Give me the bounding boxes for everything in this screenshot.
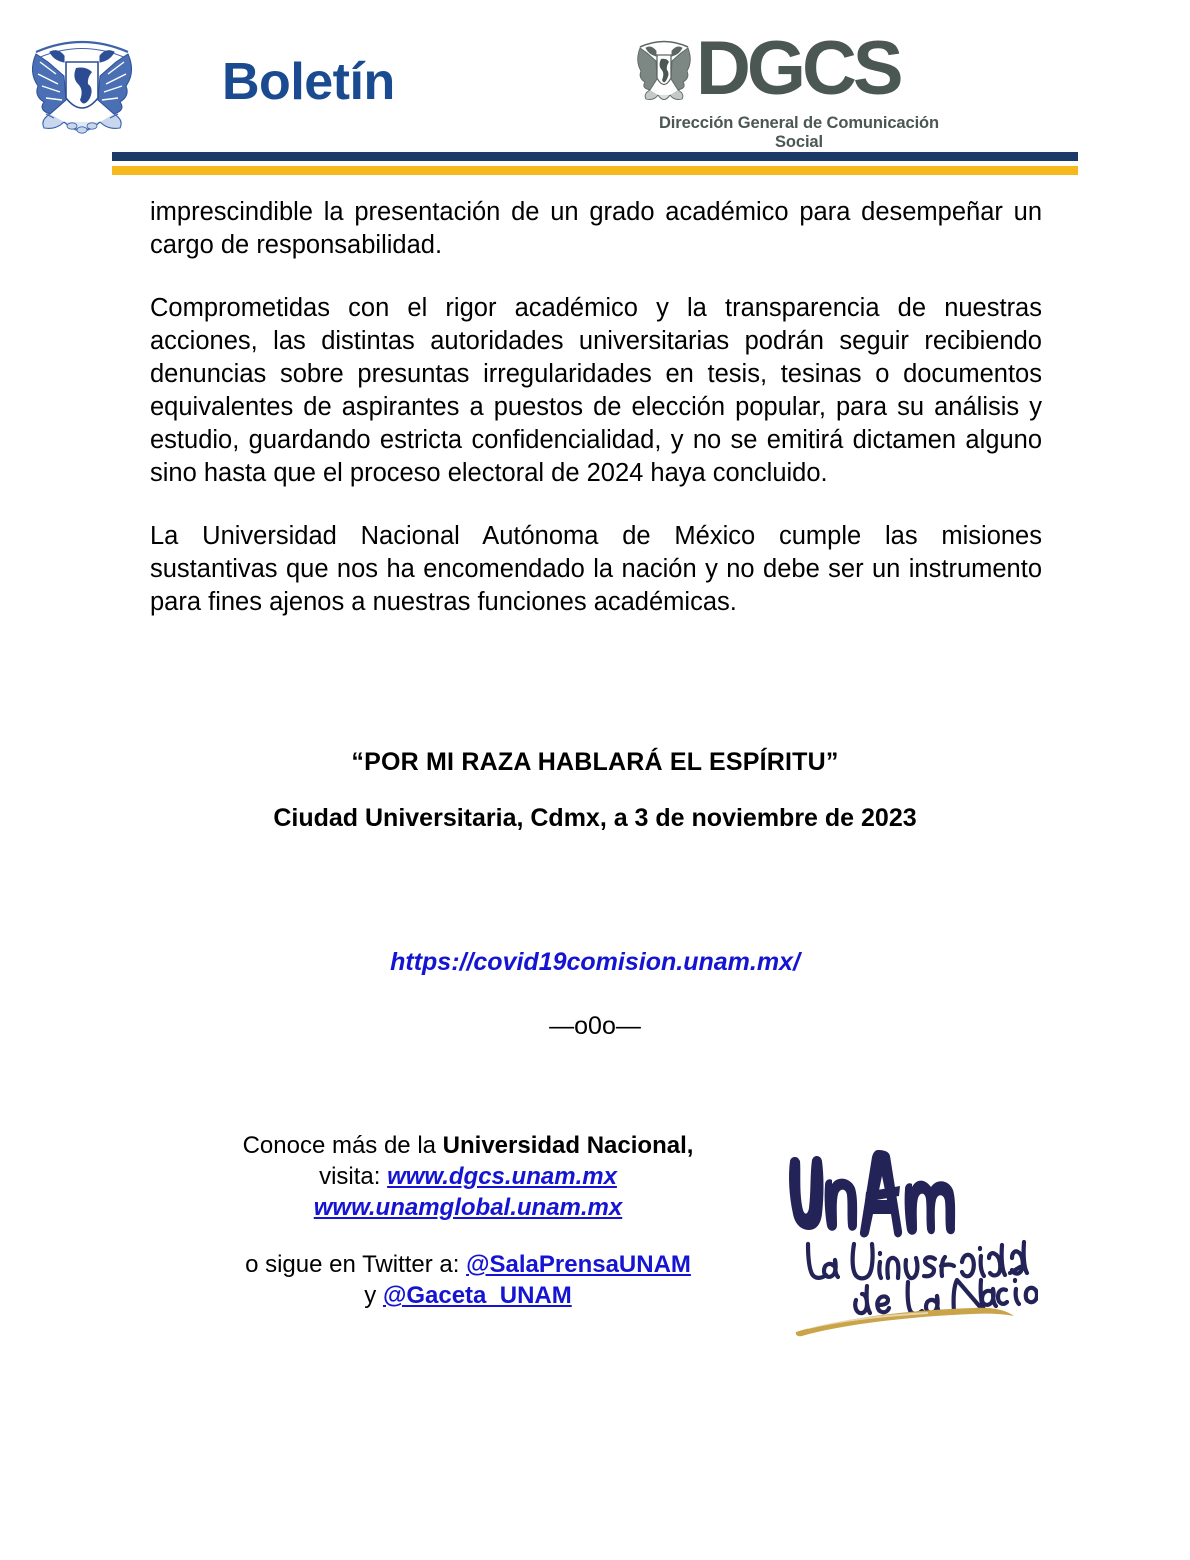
paragraph-2: Comprometidas con el rigor académico y la transparencia de nuestras acciones, las distintas autoridades universitarias podrán seguir recibiendo denuncias sobre presuntas irregularidades en tesis, tesinas o documentos equivalentes de aspirantes a puestos de elección popular, para su análisis y estudio, guardando estricta confidencialidad, y no se emitirá dictamen alguno sino hasta que el proceso electoral de 2024 haya concluido. [150,294,1042,487]
dgcs-subtitle: Dirección General de Comunicación Social [658,114,940,151]
header-rule-gold [112,166,1078,175]
footer-line-4 [168,1249,768,1280]
link-twitter-salaprensaunam[interactable]: @SalaPrensaUNAM [466,1251,691,1278]
link-dgcs-unam[interactable]: www.dgcs.unam.mx [387,1163,617,1190]
dgcs-letters: DGCS [696,26,900,111]
section-separator: —o0o— [549,1012,641,1040]
footer-line-1 [168,1130,768,1161]
closing-dateline: Ciudad Universitaria, Cdmx, a 3 de noviembre de 2023 [273,804,917,832]
footer-spacer [168,1223,768,1249]
link-unamglobal-unam[interactable]: www.unamglobal.unam.mx [313,1194,623,1221]
footer-line-5 [168,1280,768,1311]
document-body [150,196,1042,619]
closing-slogan: “POR MI RAZA HABLARÁ EL ESPÍRITU” [351,748,839,776]
paragraph-3: La Universidad Nacional Autónoma de México cumple las misiones sustantivas que nos ha encomendado la nación y no debe ser un instrumento para fines ajenos a nuestras funciones académicas. [150,522,1042,616]
footer-and-label: y [364,1282,383,1309]
footer-line-1-prefix: Conoce más de la [242,1132,443,1159]
dgcs-shield-icon [634,33,694,105]
covid-commission-link[interactable]: https://covid19comision.unam.mx/ [390,948,800,976]
link-twitter-gaceta-unam[interactable]: @Gaceta_UNAM [382,1282,572,1309]
footer-contact-block [168,1130,768,1311]
paragraph-1: imprescindible la presentación de un grado académico para desempeñar un cargo de responsabilidad. [150,198,1042,259]
footer-line-1-bold: Universidad Nacional, [442,1132,694,1159]
footer-visit-label: visita: [319,1163,388,1190]
unam-shield-icon [24,26,140,144]
header-rule-blue [112,152,1078,161]
dgcs-logo [634,26,964,151]
footer-line-2 [168,1161,768,1192]
footer-line-3 [168,1192,768,1223]
unam-nacion-logo [778,1140,1038,1340]
document-footer [0,1130,1190,1350]
bulletin-title: Boletín [222,53,395,111]
footer-twitter-label: o sigue en Twitter a: [245,1251,467,1278]
document-header [0,0,1190,182]
